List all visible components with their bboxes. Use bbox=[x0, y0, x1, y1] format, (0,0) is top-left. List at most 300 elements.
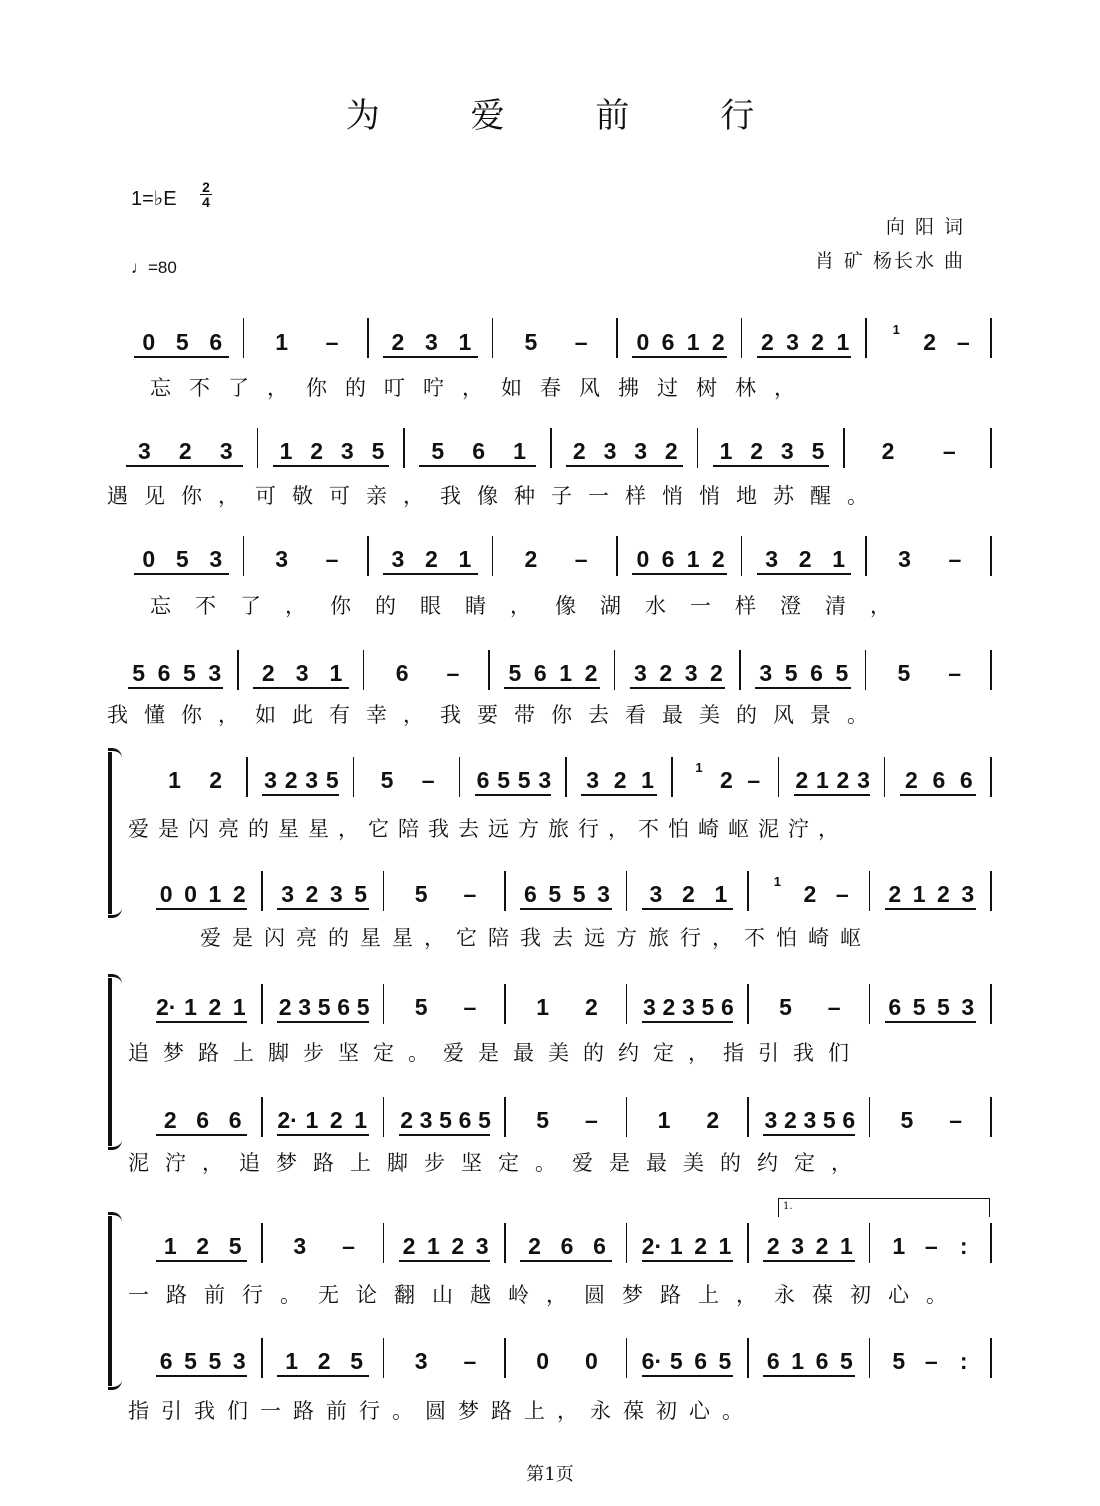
bar-line bbox=[261, 1097, 263, 1137]
note-1: 1 bbox=[426, 1233, 440, 1259]
note-6: 6 bbox=[661, 546, 675, 572]
note-1: 1 bbox=[815, 767, 829, 793]
beam-underline bbox=[757, 573, 852, 575]
lyrics-row-5: 爱是闪亮的星星，它陪我去远方旅行，不怕崎岖泥泞， bbox=[128, 817, 848, 841]
lyrics-row-3: 忘不了，你的眼睛，像湖水一样澄清， bbox=[150, 594, 915, 618]
note-3: 3 bbox=[475, 1233, 489, 1259]
beam-underline bbox=[885, 1021, 976, 1023]
note-5: 5 bbox=[701, 994, 715, 1020]
note-2: 2 bbox=[310, 438, 324, 464]
note-1: 1 bbox=[536, 994, 550, 1020]
note-3: 3 bbox=[391, 546, 405, 572]
note-5: 5 bbox=[439, 1107, 452, 1133]
note-3: 3 bbox=[780, 438, 794, 464]
note-0: 0 bbox=[159, 881, 173, 907]
key-signature bbox=[131, 186, 177, 211]
note-3: 3 bbox=[634, 438, 648, 464]
note-5: 5 bbox=[517, 767, 531, 793]
note-1: 1 bbox=[163, 1233, 177, 1259]
note-5: 5 bbox=[356, 994, 370, 1020]
note-6: 6 bbox=[959, 767, 973, 793]
beam-underline bbox=[763, 1260, 854, 1262]
bar-line bbox=[747, 871, 749, 911]
beam-underline bbox=[632, 573, 727, 575]
bar-line bbox=[697, 428, 699, 468]
note-2: 2 bbox=[178, 438, 192, 464]
bar-line bbox=[383, 1338, 385, 1378]
note-2: 2 bbox=[711, 546, 725, 572]
note-1: 1 bbox=[718, 1233, 732, 1259]
bar-line bbox=[747, 984, 749, 1024]
note-3: 3 bbox=[138, 438, 151, 464]
note-1: 1 bbox=[686, 329, 700, 355]
note-2: 2 bbox=[761, 329, 774, 355]
note-6: 6 bbox=[888, 994, 902, 1020]
note-5: 5 bbox=[175, 546, 189, 572]
note-2: 2· bbox=[641, 1233, 663, 1259]
system-brace-2 bbox=[108, 978, 126, 1146]
note-3: 3 bbox=[791, 1233, 805, 1259]
note-6: 6 bbox=[842, 1107, 856, 1133]
note-1: 1 bbox=[285, 1348, 299, 1374]
note-2: 2 bbox=[451, 1233, 465, 1259]
note-2: 2 bbox=[811, 329, 825, 355]
bar-line bbox=[884, 757, 886, 797]
bar-line bbox=[843, 428, 845, 468]
beam-underline bbox=[399, 1260, 490, 1262]
beam-underline bbox=[156, 1375, 247, 1377]
note-5: 5 bbox=[228, 1233, 242, 1259]
note-2: 2 bbox=[613, 767, 627, 793]
note-2: 2 bbox=[402, 1233, 416, 1259]
note-2: 2 bbox=[209, 767, 223, 793]
bar-line bbox=[616, 318, 618, 358]
bar-line bbox=[492, 318, 494, 358]
beam-underline bbox=[642, 1260, 733, 1262]
note-5: 5 bbox=[718, 1348, 732, 1374]
bar-line bbox=[261, 1338, 263, 1378]
note-6: 6 bbox=[810, 660, 823, 686]
beam-underline bbox=[642, 1021, 733, 1023]
bar-line bbox=[504, 1097, 506, 1137]
bar-line bbox=[869, 871, 871, 911]
note-rest: – bbox=[949, 1107, 963, 1133]
note-0: 0 bbox=[536, 1348, 550, 1374]
note-1: 1 bbox=[832, 546, 846, 572]
note-1: 1 bbox=[559, 660, 573, 686]
note-6: 6 bbox=[593, 1233, 606, 1259]
note-6: 6 bbox=[524, 881, 537, 907]
bar-line bbox=[383, 984, 385, 1024]
note-2: 2 bbox=[888, 881, 902, 907]
note-5: 5 bbox=[548, 881, 562, 907]
note-2: 2 bbox=[836, 767, 850, 793]
beam-underline bbox=[383, 356, 478, 358]
note-1: 1 bbox=[641, 767, 654, 793]
note-3: 3 bbox=[586, 767, 600, 793]
beam-underline bbox=[900, 794, 976, 796]
note-1: 1 bbox=[279, 438, 293, 464]
note-5: 5 bbox=[497, 767, 510, 793]
note-2: 2 bbox=[391, 329, 405, 355]
song-title: 为 爱 前 行 bbox=[345, 96, 795, 136]
ending-mark: 1 bbox=[773, 874, 781, 889]
volta-bracket bbox=[778, 1198, 990, 1217]
bar-line bbox=[246, 757, 248, 797]
note-3: 3 bbox=[857, 767, 870, 793]
note-rest: – bbox=[956, 329, 970, 355]
note-5: 5 bbox=[669, 1348, 683, 1374]
note-1: 1 bbox=[839, 1233, 853, 1259]
beam-underline bbox=[632, 356, 727, 358]
note-rest: – bbox=[747, 767, 761, 793]
note-2: 2 bbox=[719, 767, 733, 793]
note-3: 3 bbox=[649, 881, 663, 907]
note-3: 3 bbox=[538, 767, 552, 793]
bar-line bbox=[367, 536, 369, 576]
lyrics-row-2: 遇见你，可敬可亲，我像种子一样悄悄地苏醒。 bbox=[107, 484, 884, 508]
note-6: 6· bbox=[641, 1348, 663, 1374]
beam-underline bbox=[475, 794, 551, 796]
note-2: 2 bbox=[329, 1107, 343, 1133]
note-2: 2 bbox=[659, 660, 673, 686]
bar-line bbox=[243, 318, 245, 358]
note-3: 3 bbox=[643, 994, 656, 1020]
note-2: 2 bbox=[584, 660, 598, 686]
note-1: 1 bbox=[275, 329, 289, 355]
bar-line bbox=[261, 1223, 263, 1263]
beam-underline bbox=[399, 1134, 490, 1136]
beam-underline bbox=[581, 794, 657, 796]
beam-underline bbox=[885, 908, 976, 910]
bar-line bbox=[504, 1338, 506, 1378]
bar-line bbox=[869, 984, 871, 1024]
note-6: 6 bbox=[815, 1348, 829, 1374]
bar-line bbox=[739, 650, 741, 690]
note-5: 5 bbox=[371, 438, 385, 464]
beam-underline bbox=[504, 687, 599, 689]
note-5: 5 bbox=[350, 1348, 364, 1374]
bar-line bbox=[257, 428, 259, 468]
bar-line bbox=[504, 1223, 506, 1263]
note-rest: – bbox=[325, 546, 339, 572]
note-6: 6 bbox=[661, 329, 675, 355]
note-1: 1 bbox=[329, 660, 343, 686]
note-2: 2 bbox=[524, 546, 538, 572]
bar-line bbox=[383, 871, 385, 911]
note-3: 3 bbox=[425, 329, 438, 355]
bar-line bbox=[363, 650, 365, 690]
note-2: 2 bbox=[766, 1233, 780, 1259]
bar-line bbox=[671, 757, 673, 797]
beam-underline bbox=[277, 908, 368, 910]
page-footer: 第1页 bbox=[526, 1464, 574, 1485]
note-1: 1 bbox=[669, 1233, 683, 1259]
note-6: 6 bbox=[472, 438, 486, 464]
volta-label: 1. bbox=[783, 1201, 793, 1212]
note-6: 6 bbox=[720, 994, 734, 1020]
beam-underline bbox=[156, 1134, 247, 1136]
note-5: 5 bbox=[317, 994, 331, 1020]
beam-underline bbox=[383, 573, 478, 575]
note-2: 2 bbox=[937, 881, 950, 907]
bar-line bbox=[488, 650, 490, 690]
note-0: 0 bbox=[142, 329, 156, 355]
note-5: 5 bbox=[182, 660, 196, 686]
note-2: 2 bbox=[584, 994, 598, 1020]
note-5: 5 bbox=[536, 1107, 550, 1133]
row-1-notes bbox=[0, 0, 1, 1]
time-numerator: 2 bbox=[202, 179, 210, 195]
note-6: 6 bbox=[694, 1348, 707, 1374]
beam-underline bbox=[156, 1260, 247, 1262]
note-rest: – bbox=[342, 1233, 355, 1259]
beam-underline bbox=[566, 465, 683, 467]
note-6: 6 bbox=[533, 660, 547, 686]
note-2: 2 bbox=[798, 546, 812, 572]
lyrics-row-6: 爱是闪亮的星星，它陪我去远方旅行，不怕崎岖 bbox=[200, 926, 872, 950]
note-2: 2 bbox=[528, 1233, 541, 1259]
note-rest: – bbox=[463, 881, 477, 907]
note-1: 1 bbox=[791, 1348, 805, 1374]
note-2: 2 bbox=[706, 1107, 720, 1133]
note-5: 5 bbox=[524, 329, 538, 355]
system-brace-3 bbox=[108, 1216, 126, 1386]
note-0: 0 bbox=[184, 881, 197, 907]
note-3: 3 bbox=[684, 660, 698, 686]
note-5: 5 bbox=[478, 1107, 491, 1133]
note-5: 5 bbox=[937, 994, 950, 1020]
bar-line bbox=[626, 1097, 628, 1137]
note-1: 1 bbox=[657, 1107, 671, 1133]
bar-line bbox=[626, 1338, 628, 1378]
note-2: 2 bbox=[711, 329, 725, 355]
note-3: 3 bbox=[898, 546, 911, 572]
bar-line-end bbox=[990, 984, 992, 1024]
bar-line bbox=[243, 536, 245, 576]
note-3: 3 bbox=[275, 546, 289, 572]
note-rest: – bbox=[584, 1107, 598, 1133]
key-text: 1=♭E bbox=[131, 188, 177, 210]
note-6: 6 bbox=[476, 767, 490, 793]
note-3: 3 bbox=[419, 1107, 433, 1133]
bar-line bbox=[367, 318, 369, 358]
note-3: 3 bbox=[682, 994, 695, 1020]
note-6: 6 bbox=[395, 660, 409, 686]
bar-line bbox=[383, 1223, 385, 1263]
bar-line bbox=[504, 871, 506, 911]
note-6: 6 bbox=[458, 1107, 472, 1133]
note-5: 5 bbox=[822, 1107, 836, 1133]
note-3: 3 bbox=[219, 438, 233, 464]
note-2: 2 bbox=[710, 660, 723, 686]
beam-underline bbox=[755, 687, 850, 689]
bar-line bbox=[626, 871, 628, 911]
lyrics-row-1: 忘不了，你的叮咛，如春风拂过树林， bbox=[150, 376, 813, 400]
note-2: 2 bbox=[662, 994, 676, 1020]
beam-underline bbox=[156, 1021, 247, 1023]
beam-underline bbox=[273, 465, 390, 467]
note-2: 2 bbox=[208, 994, 222, 1020]
bar-line bbox=[237, 650, 239, 690]
bar-line bbox=[741, 536, 743, 576]
beam-underline bbox=[763, 1375, 854, 1377]
note-6: 6 bbox=[157, 660, 171, 686]
note-rest: – bbox=[574, 329, 588, 355]
bar-line bbox=[261, 871, 263, 911]
note-5: 5 bbox=[839, 1348, 853, 1374]
bar-line bbox=[869, 1223, 871, 1263]
note-3: 3 bbox=[298, 994, 312, 1020]
note-6: 6 bbox=[766, 1348, 780, 1374]
bar-line bbox=[865, 536, 867, 576]
note-rest: – bbox=[446, 660, 460, 686]
note-rest: – bbox=[574, 546, 588, 572]
lyrics-row-9: 一路前行。无论翻山越岭，圆梦路上，永葆初心。 bbox=[128, 1283, 964, 1307]
bar-line bbox=[865, 650, 867, 690]
note-rest: – bbox=[463, 994, 477, 1020]
note-1: 1 bbox=[686, 546, 700, 572]
note-5: 5 bbox=[779, 994, 792, 1020]
beam-underline bbox=[642, 1375, 733, 1377]
note-rest: – bbox=[942, 438, 956, 464]
note-rest: – bbox=[827, 994, 841, 1020]
bar-line bbox=[504, 984, 506, 1024]
bar-line bbox=[459, 757, 461, 797]
note-3: 3 bbox=[961, 994, 975, 1020]
bar-line bbox=[403, 428, 405, 468]
note-2: 2 bbox=[682, 881, 695, 907]
note-1: 1 bbox=[513, 438, 526, 464]
note-6: 6 bbox=[560, 1233, 574, 1259]
system-brace-1 bbox=[108, 752, 126, 914]
beam-underline bbox=[642, 908, 733, 910]
note-2: 2 bbox=[815, 1233, 829, 1259]
beam-underline bbox=[277, 1021, 368, 1023]
bar-line-end bbox=[990, 1223, 992, 1263]
note-3: 3 bbox=[603, 438, 617, 464]
note-2: 2 bbox=[572, 438, 586, 464]
note-3: 3 bbox=[759, 660, 773, 686]
note-rest: – bbox=[924, 1348, 938, 1374]
note-3: 3 bbox=[281, 881, 294, 907]
note-2: 2 bbox=[163, 1107, 177, 1133]
beam-underline bbox=[126, 465, 243, 467]
note-2: 2 bbox=[317, 1348, 331, 1374]
note-2: 2 bbox=[803, 881, 817, 907]
note-0: 0 bbox=[142, 546, 156, 572]
beam-underline bbox=[156, 908, 247, 910]
note-1: 1 bbox=[719, 438, 733, 464]
note-1: 1 bbox=[184, 994, 197, 1020]
bar-line bbox=[747, 1097, 749, 1137]
beam-underline bbox=[520, 1260, 611, 1262]
beam-underline bbox=[419, 465, 536, 467]
beam-underline bbox=[134, 573, 229, 575]
note-3: 3 bbox=[414, 1348, 428, 1374]
note-5: 5 bbox=[784, 660, 798, 686]
beam-underline bbox=[128, 687, 223, 689]
note-2: 2 bbox=[795, 767, 809, 793]
note-3: 3 bbox=[305, 767, 319, 793]
note-rest: – bbox=[948, 546, 962, 572]
note-1: 1 bbox=[892, 1233, 906, 1259]
note-3: 3 bbox=[264, 767, 277, 793]
note-3: 3 bbox=[293, 1233, 307, 1259]
note-6: 6 bbox=[159, 1348, 173, 1374]
note-rest: – bbox=[463, 1348, 477, 1374]
note-5: 5 bbox=[354, 881, 368, 907]
note-2: 2· bbox=[155, 994, 177, 1020]
note-3: 3 bbox=[961, 881, 975, 907]
note-3: 3 bbox=[764, 1107, 778, 1133]
time-signature bbox=[200, 180, 212, 209]
note-2: 2 bbox=[278, 994, 292, 1020]
note-1: 1 bbox=[836, 329, 850, 355]
note-5: 5 bbox=[811, 438, 825, 464]
note-1: 1 bbox=[912, 881, 926, 907]
note-0: 0 bbox=[584, 1348, 598, 1374]
note-6: 6 bbox=[932, 767, 946, 793]
note-5: 5 bbox=[835, 660, 849, 686]
note-2: 2 bbox=[400, 1107, 413, 1133]
beam-underline bbox=[763, 1134, 854, 1136]
bar-line bbox=[741, 318, 743, 358]
note-1: 1 bbox=[354, 1107, 368, 1133]
tempo-marking: ♩=80 bbox=[131, 258, 177, 277]
bar-line bbox=[869, 1338, 871, 1378]
note-rest: – bbox=[325, 329, 339, 355]
note-5: 5 bbox=[900, 1107, 914, 1133]
beam-underline bbox=[630, 687, 725, 689]
beam-underline bbox=[134, 356, 229, 358]
note-5: 5 bbox=[208, 1348, 222, 1374]
bar-line bbox=[550, 428, 552, 468]
bar-line bbox=[869, 1097, 871, 1137]
note-2: 2 bbox=[694, 1233, 707, 1259]
note-1: 1 bbox=[208, 881, 222, 907]
bar-line-end bbox=[990, 757, 992, 797]
lyrics-row-8: 泥泞，追梦路上脚步坚定。爱是最美的约定， bbox=[128, 1151, 868, 1175]
bar-line bbox=[383, 1097, 385, 1137]
note-3: 3 bbox=[232, 1348, 246, 1374]
note-5: 5 bbox=[325, 767, 339, 793]
note-3: 3 bbox=[597, 881, 610, 907]
note-5: 5 bbox=[572, 881, 586, 907]
note-1: 1 bbox=[305, 1107, 319, 1133]
note-6: 6 bbox=[209, 329, 223, 355]
bar-line-end bbox=[990, 536, 992, 576]
bar-line-end bbox=[990, 650, 992, 690]
note-1: 1 bbox=[232, 994, 246, 1020]
lyrics-row-10: 指引我们一路前行。圆梦路上，永葆初心。 bbox=[128, 1399, 755, 1423]
beam-underline bbox=[277, 1134, 368, 1136]
bar-line bbox=[626, 1223, 628, 1263]
note-2: 2 bbox=[261, 660, 275, 686]
note-5: 5 bbox=[184, 1348, 197, 1374]
bar-line bbox=[747, 1223, 749, 1263]
bar-line bbox=[614, 650, 616, 690]
beam-underline bbox=[757, 356, 852, 358]
note-2: 2 bbox=[750, 438, 764, 464]
note-3: 3 bbox=[208, 660, 222, 686]
time-denominator: 4 bbox=[200, 194, 212, 209]
note-5: 5 bbox=[414, 994, 428, 1020]
beam-underline bbox=[277, 1375, 368, 1377]
note-2: 2 bbox=[923, 329, 937, 355]
lyrics-row-7: 追梦路上脚步坚定。爱是最美的约定，指引我们 bbox=[128, 1041, 863, 1065]
note-1: 1 bbox=[458, 329, 472, 355]
